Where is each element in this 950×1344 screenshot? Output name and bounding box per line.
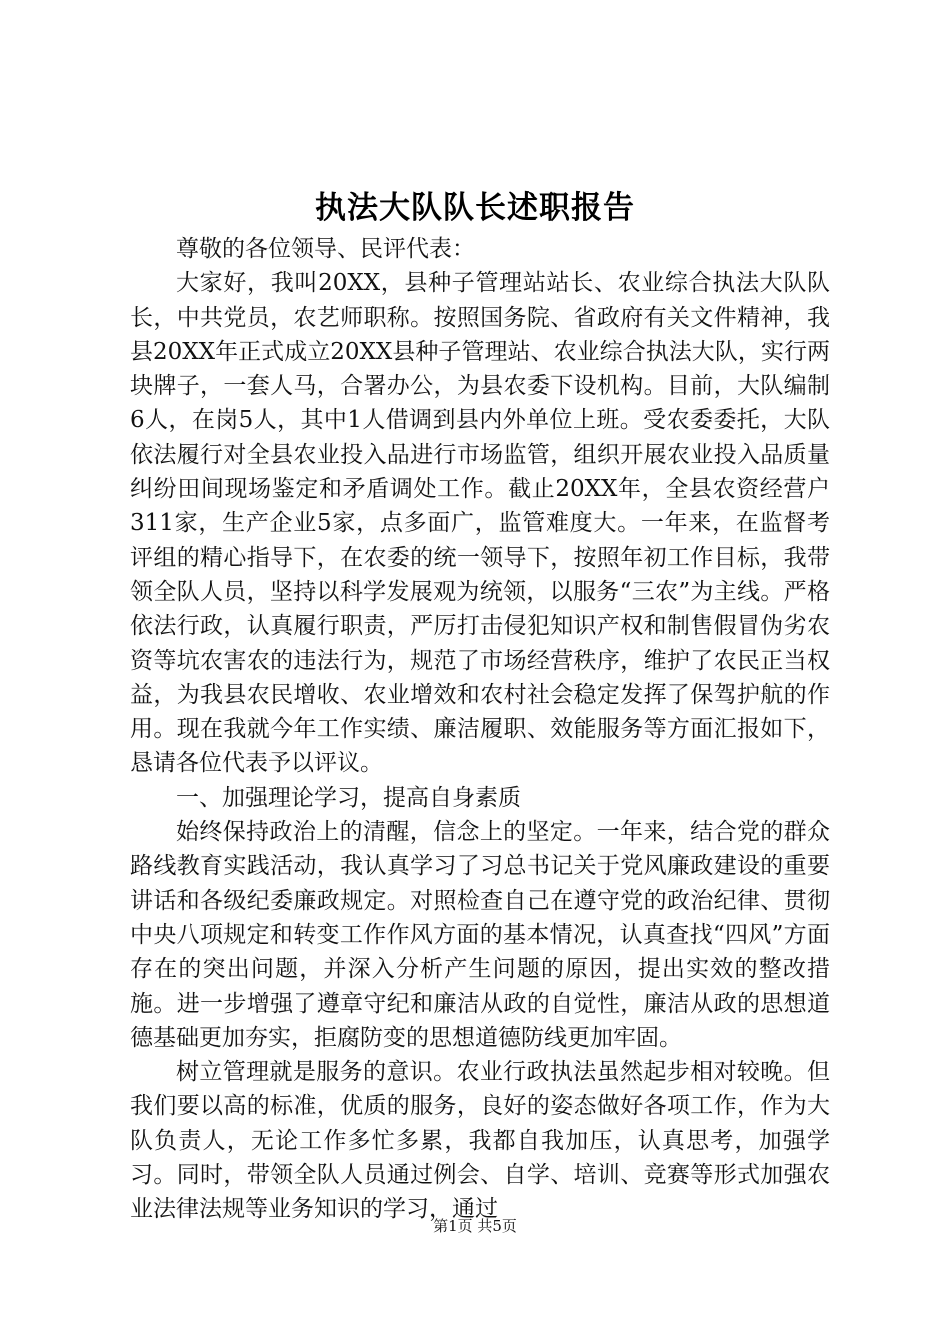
document-title: 执法大队队长述职报告 bbox=[315, 190, 635, 226]
salutation-paragraph: 尊敬的各位领导、民评代表： bbox=[176, 236, 475, 262]
intro-paragraph: 大家好，我叫20XX，县种子管理站站长、农业综合执法大队队长，中共党员，农艺师职称。按照国务院、省政府有关文件精神，我县20XX年正式成立20XX县种子管理站、农业综合执法大队，实行两块牌子，一套人马，合署办公，为县农委下设机构。目前，大队编制6人，在岗5人，其中1人借调到县内外单位上班。受农委委托，大队依法履行对全县农业投入品进行市场监管，组织开展农业投入品质量纠纷田间现场鉴定和矛盾调处工作。截止20XX年，全县农资经营户311家，生产企业5家，点多面广，监管难度大。一年来，在监督考评组的精心指导下，在农委的统一领导下，按照年初工作目标，我带领全队人员，坚持以科学发展观为统领，以服务“三农”为主线。严格依法行政，认真履行职责，严厉打击侵犯知识产权和制售假冒伪劣农资等坑农害农的违法行为，规范了市场经营秩序，维护了农民正当权益，为我县农民增收、农业增效和农村社会稳定发挥了保驾护航的作用。现在我就今年工作实绩、廉洁履职、效能服务等方面汇报如下，恳请各位代表予以评议。 bbox=[130, 270, 830, 777]
body-paragraph: 始终保持政治上的清醒，信念上的坚定。一年来，结合党的群众路线教育实践活动，我认真学习了习总书记关于党风廉政建设的重要讲话和各级纪委廉政规定。对照检查自己在遵守党的政治纪律、贯彻中央八项规定和转变工作作风方面的基本情况，认真查找“四风”方面存在的突出问题，并深入分析产生问题的原因，提出实效的整改措施。进一步增强了遵章守纪和廉洁从政的自觉性，廉洁从政的思想道德基础更加夯实，拒腐防变的思想道德防线更加牢固。 bbox=[130, 819, 830, 1051]
page-number-footer: 第1页 共5页 bbox=[433, 1217, 517, 1235]
section-heading: 一、加强理论学习，提高自身素质 bbox=[176, 784, 521, 811]
body-paragraph: 树立管理就是服务的意识。农业行政执法虽然起步相对较晚。但我们要以高的标准，优质的服务，良好的姿态做好各项工作，作为大队负责人，无论工作多忙多累，我都自我加压，认真思考，加强学习。同时，带领全队人员通过例会、自学、培训、竞赛等形式加强农业法律法规等业务知识的学习，通过 bbox=[130, 1059, 830, 1223]
document-body bbox=[130, 232, 830, 1227]
